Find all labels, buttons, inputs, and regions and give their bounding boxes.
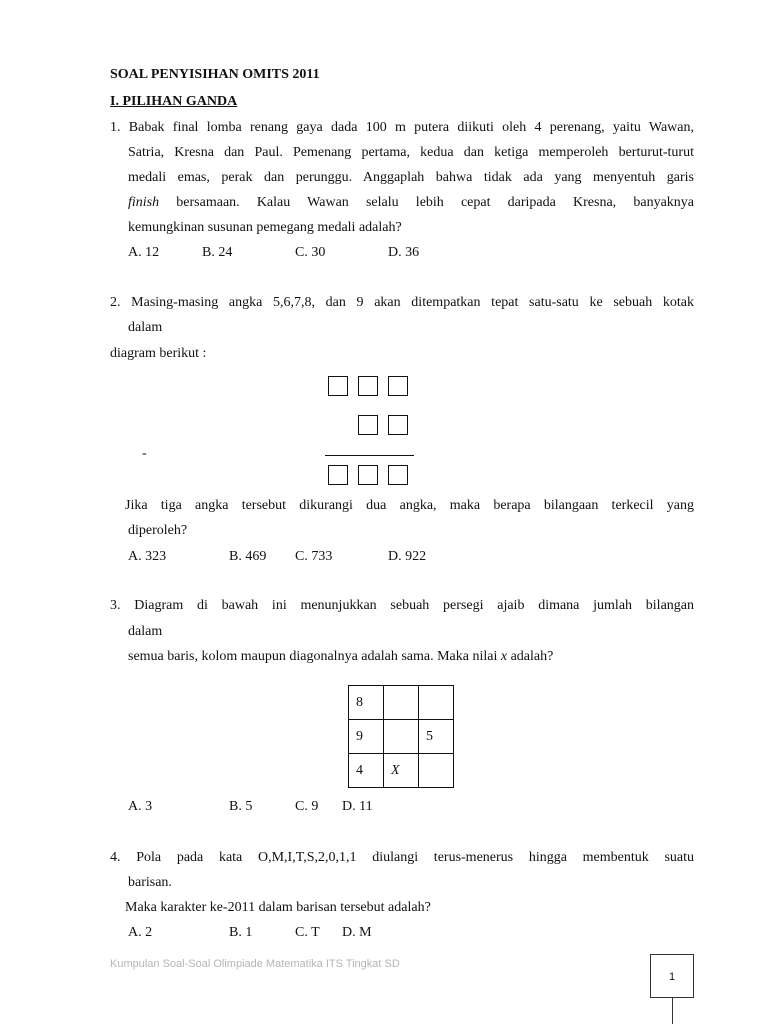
q1-line-1: 1. Babak final lomba renang gaya dada 100 m putera diikuti oleh 4 perenang, yaitu Wawan, <box>110 120 694 135</box>
digit-box <box>388 376 408 396</box>
section-heading: I. PILIHAN GANDA <box>110 94 238 109</box>
q4-line-3: Maka karakter ke-2011 dalam barisan tersebut adalah? <box>125 900 431 915</box>
magic-square-row <box>349 754 454 788</box>
digit-box <box>328 465 348 485</box>
q2-question-line-2: diperoleh? <box>128 523 188 538</box>
magic-square-cell: 8 <box>349 686 384 720</box>
q1-line-2: Satria, Kresna dan Paul. Pemenang pertama, kedua dan ketiga memperoleh berturut-turut <box>128 145 694 160</box>
magic-square-cell: 4 <box>349 754 384 788</box>
subtraction-rule <box>325 455 414 456</box>
q1-line-5: kemungkinan susunan pemegang medali adalah? <box>128 220 402 235</box>
minus-sign: - <box>142 446 147 461</box>
q3-line-3 <box>128 649 553 665</box>
digit-box <box>328 376 348 396</box>
magic-square-row <box>349 720 454 754</box>
q3-option-d: D. 11 <box>342 799 373 814</box>
magic-square <box>348 685 454 788</box>
digit-box <box>358 376 378 396</box>
q1-option-c: C. 30 <box>295 245 326 260</box>
q2-line-2: dalam <box>128 320 163 335</box>
q1-line-4 <box>128 195 694 211</box>
digit-box <box>388 415 408 435</box>
magic-square-cell <box>419 754 454 788</box>
q1-line-3: medali emas, perak dan perunggu. Anggaplah bahwa tidak ada yang menyentuh garis <box>128 170 694 185</box>
page-number: 1 <box>650 954 694 998</box>
q1-option-b: B. 24 <box>202 245 233 260</box>
q2-line-1: 2. Masing-masing angka 5,6,7,8, dan 9 akan ditempatkan tepat satu-satu ke sebuah kotak <box>110 295 694 310</box>
q1-line-4-rest: bersamaan. Kalau Wawan selalu lebih cepat daripada Kresna, banyaknya <box>159 195 694 210</box>
q1-option-a: A. 12 <box>128 245 160 260</box>
q2-option-a: A. 323 <box>128 549 167 564</box>
q3-variable-x: x <box>500 649 508 664</box>
magic-square-cell: 9 <box>349 720 384 754</box>
q3-line-2: dalam <box>128 624 163 639</box>
q3-option-a: A. 3 <box>128 799 153 814</box>
q3-line-3-a: semua baris, kolom maupun diagonalnya adalah sama. Maka nilai <box>128 649 501 664</box>
q2-line-3: diagram berikut : <box>110 346 207 361</box>
q2-question-line-1: Jika tiga angka tersebut dikurangi dua angka, maka berapa bilangaan terkecil yang <box>125 498 694 513</box>
q3-option-c: C. 9 <box>295 799 319 814</box>
page-title: SOAL PENYISIHAN OMITS 2011 <box>110 67 320 82</box>
footer-text: Kumpulan Soal-Soal Olimpiade Matematika ITS Tingkat SD <box>110 958 400 970</box>
page-number-connector <box>672 998 673 1024</box>
q2-option-d: D. 922 <box>388 549 427 564</box>
q3-line-3-b: adalah? <box>507 649 554 664</box>
q3-line-1: 3. Diagram di bawah ini menunjukkan sebuah persegi ajaib dimana jumlah bilangan <box>110 598 694 613</box>
q4-option-d: D. M <box>342 925 372 940</box>
q2-option-c: C. 733 <box>295 549 333 564</box>
digit-box <box>358 465 378 485</box>
magic-square-cell: X <box>384 754 419 788</box>
q4-line-2: barisan. <box>128 875 172 890</box>
magic-square-cell <box>419 686 454 720</box>
q1-option-d: D. 36 <box>388 245 420 260</box>
digit-box <box>358 415 378 435</box>
magic-square-row <box>349 686 454 720</box>
q4-line-1: 4. Pola pada kata O,M,I,T,S,2,0,1,1 diulangi terus-menerus hingga membentuk suatu <box>110 850 694 865</box>
magic-square-cell: 5 <box>419 720 454 754</box>
q4-option-c: C. T <box>295 925 320 940</box>
magic-square-cell <box>384 720 419 754</box>
q4-option-a: A. 2 <box>128 925 153 940</box>
digit-box <box>388 465 408 485</box>
magic-square-cell <box>384 686 419 720</box>
q4-option-b: B. 1 <box>229 925 253 940</box>
q2-option-b: B. 469 <box>229 549 267 564</box>
q1-italic-word: finish <box>128 195 160 210</box>
q3-option-b: B. 5 <box>229 799 253 814</box>
